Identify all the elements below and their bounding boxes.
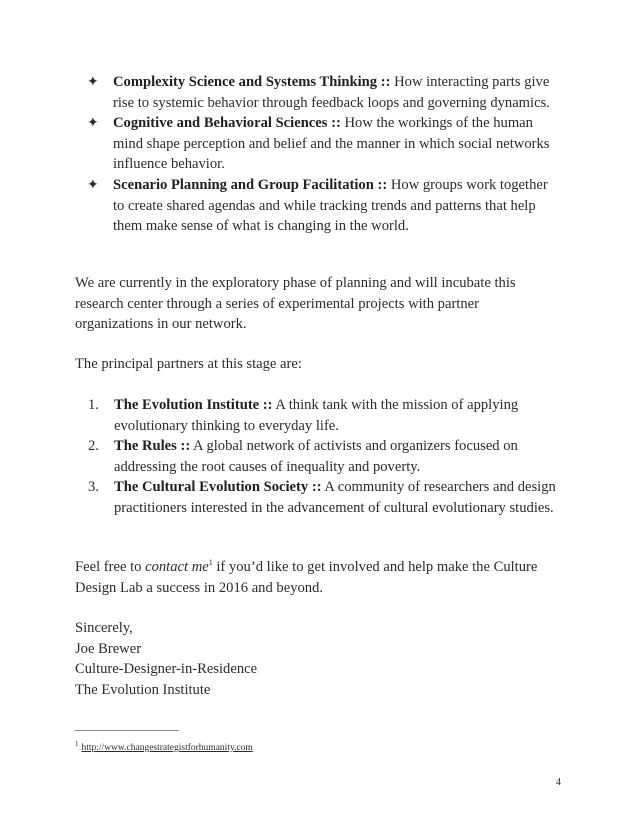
exploratory-paragraph: We are currently in the exploratory phase of planning and will incubate this research center through a series of experimental projects with partner organizations in our network. (75, 275, 516, 333)
footnote (75, 738, 253, 754)
four-point-star-icon: ✦ (87, 74, 99, 90)
closing-text-after: if you’d like to get involved and help make the Culture Design Lab a success in 2016 and beyond. (75, 559, 538, 596)
footnote-reference[interactable]: 1 (208, 558, 213, 568)
bullet-text: How groups work together to create shared agendas and while tracking trends and patterns that help them make sense of what is changing in the world. (113, 176, 548, 235)
footnote-divider (75, 730, 179, 731)
list-item (88, 436, 558, 477)
list-number: 2. (88, 438, 99, 455)
signature-block (75, 618, 475, 700)
partner-title: The Evolution Institute :: (114, 397, 273, 413)
list-item (87, 175, 557, 237)
partner-title: The Rules :: (114, 438, 191, 455)
signer-name: Joe Brewer (75, 640, 142, 657)
list-number: 3. (88, 479, 99, 496)
salutation: Sincerely, (75, 620, 133, 636)
bullet-title: Scenario Planning and Group Facilitation :: (113, 176, 388, 193)
bullet-text: How interacting parts give rise to systemic behavior through feedback loops and governing dynamics. (113, 74, 550, 111)
list-item (88, 477, 558, 518)
contact-me-link[interactable]: contact me (145, 559, 209, 575)
four-point-star-icon: ✦ (87, 176, 99, 193)
partner-text: A think tank with the mission of applying evolutionary thinking to everyday life. (114, 397, 519, 434)
signer-organization: The Evolution Institute (75, 681, 211, 698)
partner-text: A global network of activists and organizers focused on addressing the root causes of inequality and poverty. (114, 438, 518, 475)
bullet-title: Complexity Science and Systems Thinking :: (113, 74, 391, 90)
partner-title: The Cultural Evolution Society :: (114, 479, 322, 496)
bullet-title: Cognitive and Behavioral Sciences :: (113, 115, 341, 132)
research-areas-list (87, 72, 557, 237)
bullet-text: How the workings of the human mind shape perception and belief and the manner in which social networks influence behavior. (113, 115, 550, 173)
footnote-mark: 1 (75, 740, 79, 748)
four-point-star-icon: ✦ (87, 115, 99, 132)
footnote-url-link[interactable]: http://www.changestrategistforhumanity.com (81, 743, 253, 754)
list-item (87, 72, 557, 113)
list-number: 1. (88, 397, 99, 413)
page-number: 4 (556, 777, 561, 788)
list-item (88, 395, 558, 436)
partner-text: A community of researchers and design practitioners interested in the advancement of cultural evolutionary studies. (114, 479, 556, 516)
closing-text-before: Feel free to (75, 559, 146, 575)
list-item (87, 113, 557, 175)
closing-paragraph (75, 557, 555, 598)
partners-list (88, 395, 558, 519)
partners-intro: The principal partners at this stage are: (75, 356, 302, 372)
signer-role: Culture-Designer-in-Residence (75, 661, 258, 678)
